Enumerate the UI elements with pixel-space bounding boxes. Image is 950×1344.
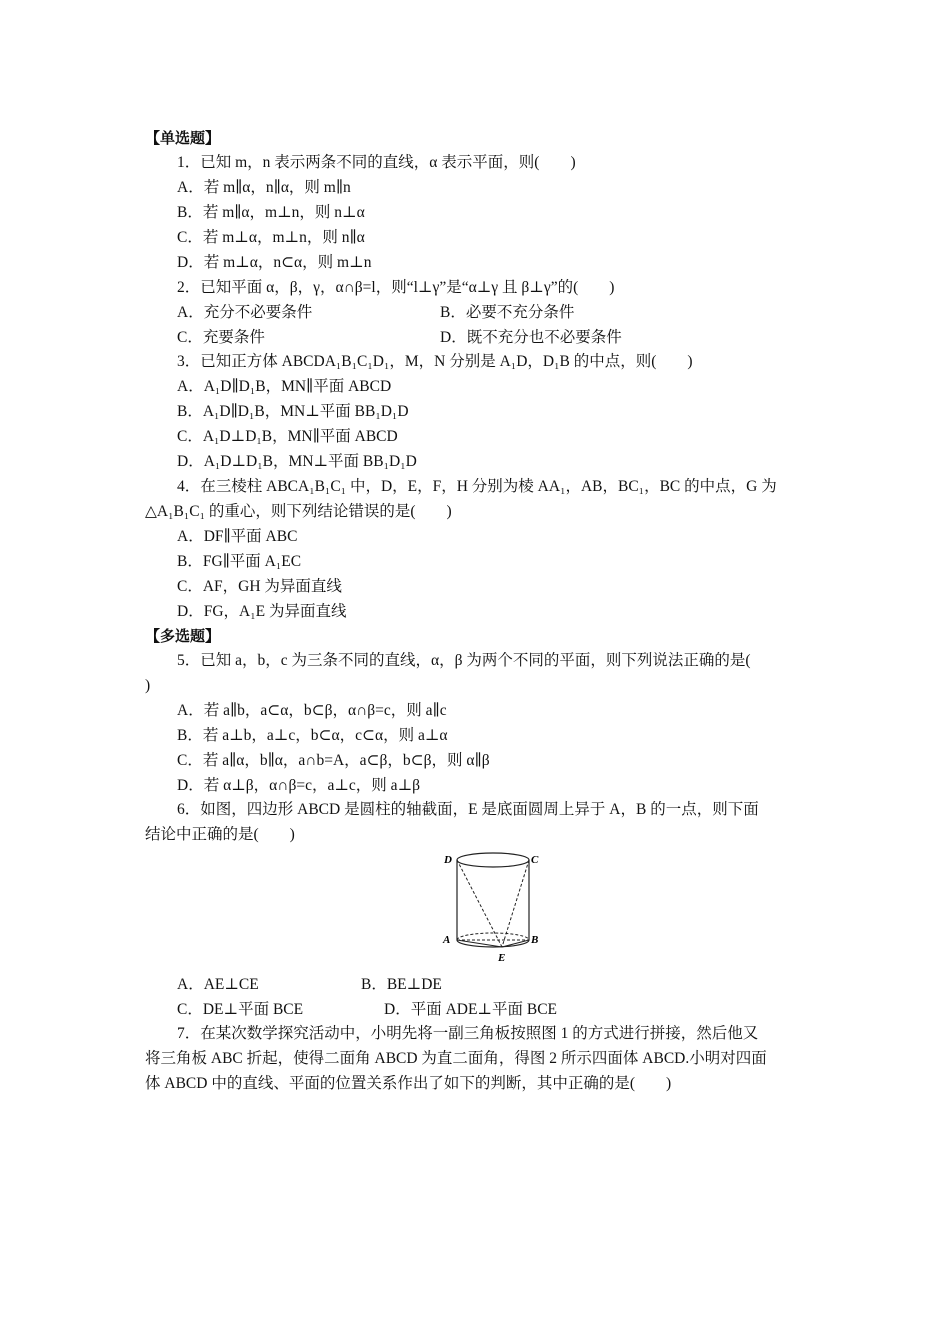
q1-option-a: A．若 m∥α，n∥α，则 m∥n (177, 179, 351, 196)
q3-stem: 3．已知正方体 ABCDA₁B₁C₁D₁，M，N 分别是 A₁D，D₁B 的中点，则( ) (177, 353, 693, 370)
q1-option-b: B．若 m∥α，m⊥n，则 n⊥α (177, 204, 365, 221)
q5-stem-line2: ) (145, 677, 151, 694)
q5-option-d: D．若 α⊥β，α∩β=c，a⊥c，则 a⊥β (177, 777, 421, 794)
cylinder-bottom-back-arc (457, 933, 529, 940)
q3-option-d: D．A₁D⊥D₁B，MN⊥平面 BB₁D₁D (177, 453, 417, 470)
label-c: C (531, 854, 539, 866)
segment-ce (502, 860, 529, 947)
segment-de (457, 860, 502, 947)
section-multi-choice: 【多选题】 (145, 627, 221, 645)
q2-option-a: A．充分不必要条件 (177, 304, 313, 321)
q3-option-c: C．A₁D⊥D₁B，MN∥平面 ABCD (177, 428, 398, 445)
q4-stem-line2: △A₁B₁C₁ 的重心，则下列结论错误的是( ) (145, 503, 452, 520)
q2-options-row2 (177, 328, 810, 348)
q6-options-row1 (177, 975, 810, 995)
section-single-choice: 【单选题】 (145, 129, 221, 147)
q4-option-a: A．DF∥平面 ABC (177, 528, 298, 545)
q3-option-b: B．A₁D∥D₁B，MN⊥平面 BB₁D₁D (177, 403, 409, 420)
q2-option-c: C．充要条件 (177, 329, 265, 346)
q4-stem-line1: 4．在三棱柱 ABCA₁B₁C₁ 中，D，E，F，H 分别为棱 AA₁，AB，BC₁，BC 的中点，G 为 (177, 478, 777, 495)
q1-option-d: D．若 m⊥α，n⊂α，则 m⊥n (177, 254, 372, 271)
q1-option-c: C．若 m⊥α，m⊥n，则 n∥α (177, 229, 365, 246)
cylinder-figure (438, 848, 548, 968)
q6-option-a: A．AE⊥CE (177, 976, 259, 993)
q7-stem-line2: 将三角板 ABC 折起，使得二面角 ABCD 为直二面角，得图 2 所示四面体 ABCD.小明对四面 (145, 1050, 767, 1067)
q4-option-b: B．FG∥平面 A₁EC (177, 553, 302, 570)
q7-stem-line3: 体 ABCD 中的直线、平面的位置关系作出了如下的判断，其中正确的是( ) (145, 1075, 672, 1092)
q6-stem-line2: 结论中正确的是( ) (145, 826, 295, 843)
q6-option-b: B．BE⊥DE (361, 976, 442, 993)
q5-stem-line1: 5．已知 a，b，c 为三条不同的直线，α，β 为两个不同的平面，则下列说法正确的是( (177, 652, 751, 669)
q6-option-d: D．平面 ADE⊥平面 BCE (384, 1001, 558, 1018)
label-a: A (443, 934, 451, 946)
q4-option-c: C．AF，GH 为异面直线 (177, 578, 342, 595)
q2-option-b: B．必要不充分条件 (440, 304, 575, 321)
label-b: B (531, 934, 539, 946)
q6-option-c: C．DE⊥平面 BCE (177, 1001, 304, 1018)
q7-stem-line1: 7．在某次数学探究活动中，小明先将一副三角板按照图 1 的方式进行拼接，然后他又 (177, 1025, 759, 1042)
q6-stem-line1: 6．如图，四边形 ABCD 是圆柱的轴截面，E 是底面圆周上异于 A，B 的一点，则下面 (177, 801, 759, 818)
label-d: D (444, 854, 452, 866)
q2-stem: 2．已知平面 α，β，γ，α∩β=l，则“l⊥γ”是“α⊥γ 且 β⊥γ”的( ) (177, 279, 615, 296)
q1-stem: 1．已知 m，n 表示两条不同的直线，α 表示平面，则( ) (177, 154, 576, 171)
q5-option-b: B．若 a⊥b，a⊥c，b⊂α，c⊂α，则 a⊥α (177, 727, 448, 744)
q2-option-d: D．既不充分也不必要条件 (440, 329, 622, 346)
q5-option-a: A．若 a∥b，a⊂α，b⊂β，α∩β=c，则 a∥c (177, 702, 447, 719)
q2-options-row1 (177, 303, 810, 323)
q6-options-row2 (177, 1000, 810, 1020)
label-e: E (498, 952, 506, 964)
q5-option-c: C．若 a∥α，b∥α，a∩b=A，a⊂β，b⊂β，则 α∥β (177, 752, 490, 769)
q4-option-d: D．FG，A₁E 为异面直线 (177, 603, 347, 620)
q3-option-a: A．A₁D∥D₁B，MN∥平面 ABCD (177, 378, 392, 395)
cylinder-top-ellipse (457, 853, 529, 867)
